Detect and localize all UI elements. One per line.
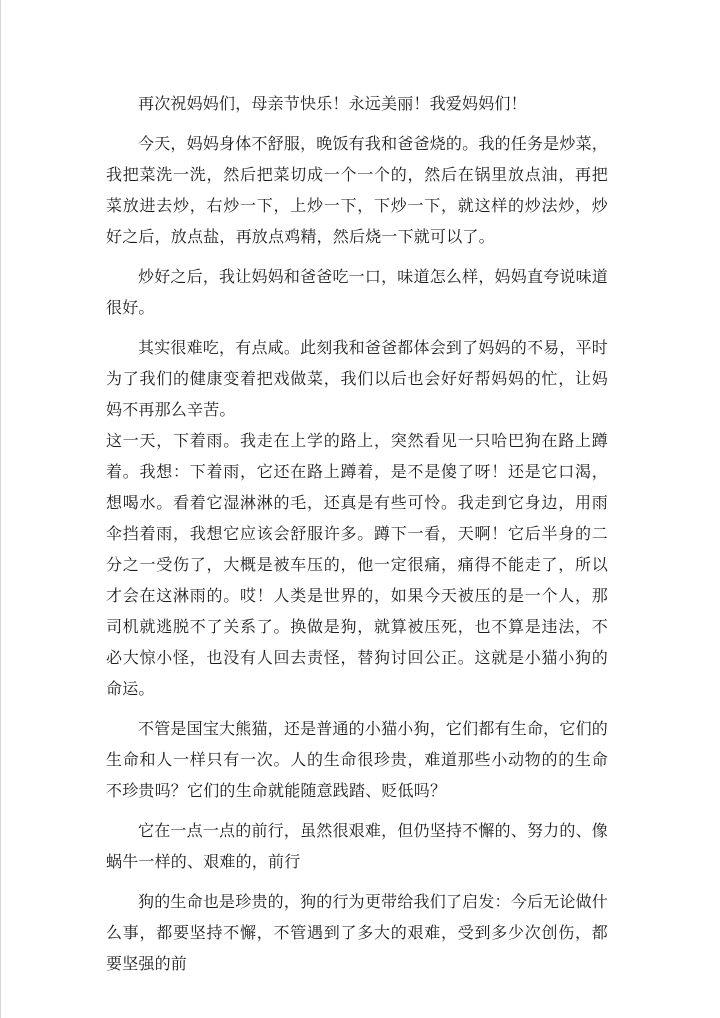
paragraph-greeting: 再次祝妈妈们，母亲节快乐！永远美丽！我爱妈妈们！ (138, 94, 527, 113)
document-body (106, 88, 608, 988)
paragraph-rainy-day: 这一天，下着雨。我走在上学的路上，突然看见一只哈巴狗在路上蹲着。我想：下着雨，它还在路上蹲着，是不是傻了呀！还是它口渴，想喝水。看着它湿淋淋的毛，还真是有些可怜。我走到它身边，用雨伞挡着雨，我想它应该会舒服许多。蹲下一看，天啊！它后半身的二分之一受伤了，大概是被车压的，他一定很痛，痛得不能走了，所以才会在这淋雨的。哎！人类是世界的，如果今天被压的是一个人，那司机就逃脱不了关系了。换做是狗，就算被压死，也不算是违法，不必大惊小怪，也没有人回去责怪，替狗讨回公正。这就是小猫小狗的命运。 (106, 431, 608, 698)
paragraph-tasting: 炒好之后，我让妈妈和爸爸吃一口，味道怎么样，妈妈直夸说味道很好。 (106, 267, 608, 317)
paragraph-cooking: 今天，妈妈身体不舒服，晚饭有我和爸爸烧的。我的任务是炒菜，我把菜洗一洗，然后把菜切成一个一个的，然后在锅里放点油，再把菜放进去炒，右炒一下，上炒一下，下炒一下，就这样的炒法炒，炒好之后，放点盐，再放点鸡精，然后烧一下就可以了。 (106, 134, 608, 246)
paragraph-life-value: 不管是国宝大熊猫，还是普通的小猫小狗，它们都有生命，它们的生命和人一样只有一次。人的生命很珍贵，难道那些小动物的的生命不珍贵吗？它们的生命就能随意践踏、贬低吗？ (106, 719, 608, 800)
paragraph-inspiration: 狗的生命也是珍贵的，狗的行为更带给我们了启发：今后无论做什么事，都要坚持不懈，不管遇到了多大的艰难，受到多少次创伤，都要坚强的前 (106, 892, 608, 973)
paragraph-moving-forward: 它在一点一点的前行，虽然很艰难，但仍坚持不懈的、努力的、像蜗牛一样的、艰难的，前行 (106, 821, 608, 871)
paragraph-reflection: 其实很难吃，有点咸。此刻我和爸爸都体会到了妈妈的不易，平时为了我们的健康变着把戏做菜，我们以后也会好好帮妈妈的忙，让妈妈不再那么辛苦。 (106, 338, 608, 419)
